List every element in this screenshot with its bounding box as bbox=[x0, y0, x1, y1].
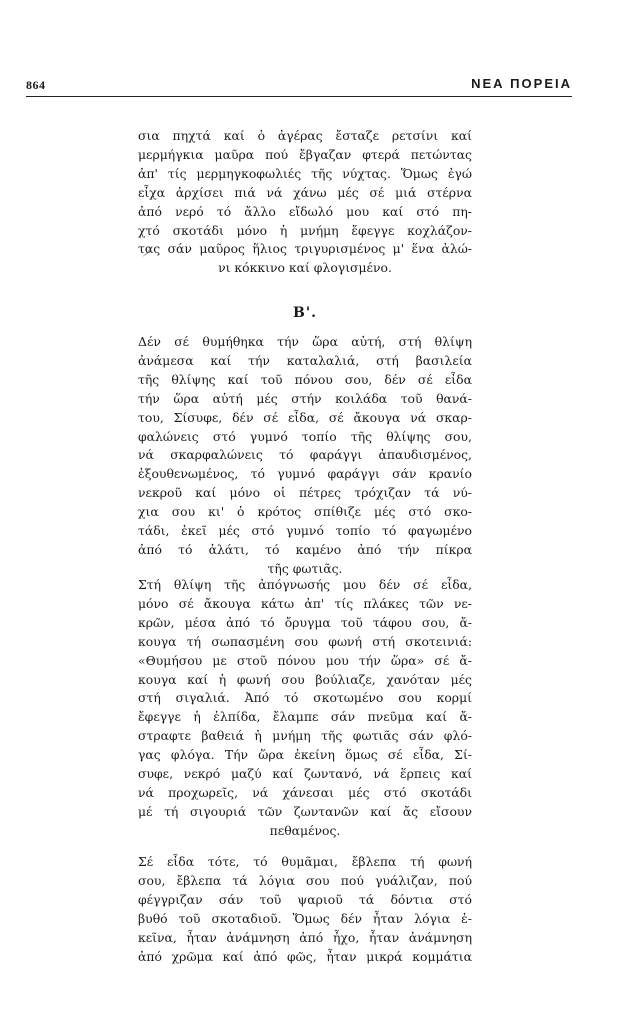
text-line: πεθαμένος. bbox=[269, 822, 341, 838]
text-line: ἀπό νερό τό ἄλλο εἴδωλό μου καί στό πη- bbox=[138, 203, 472, 219]
text-line: εἶχα ἀρχίσει πιά νά χάνω μές σέ μιά στέρνα bbox=[138, 184, 472, 200]
paragraph-3 bbox=[138, 576, 472, 841]
text-line: τῆς φωτιᾶς. bbox=[267, 560, 343, 576]
text-line: νά σκαρφαλώνεις τό φαράγγι ἀπαυδισμένος, bbox=[138, 447, 472, 463]
text-line: τάδι, ἐκεῖ μές στό γυμνό τοπίο τό φαγωμένο bbox=[138, 523, 472, 539]
ink-smudge-mark bbox=[141, 245, 155, 259]
text-line: χια σου κι' ὁ κρότος σπίθιζε μές στό σκο- bbox=[138, 504, 472, 520]
journal-title: ΝΕΑ ΠΟΡΕΙΑ bbox=[471, 76, 572, 91]
text-line: τῆς θλίψης καί τοῦ πόνου σου, δέν σέ εἶδα bbox=[138, 371, 472, 387]
text-line: στή σιγαλιά. Ἀπό τό σκοτωμένο σου κορμί bbox=[138, 690, 472, 706]
text-line: ἐξουθενωμένος, τό γυμνό φαράγγι σάν κρανίο bbox=[138, 466, 472, 482]
text-line: του, Σίσυφε, δέν σέ εἶδα, σέ ἄκουγα νά σκαρ- bbox=[138, 409, 472, 425]
text-line: τήν ὥρα αὐτή μές στήν κοιλάδα τοῦ θανά- bbox=[138, 390, 472, 406]
text-line: νι κόκκινο καί φλογισμένο. bbox=[218, 260, 392, 276]
section-heading: Β'. bbox=[293, 305, 317, 321]
text-line: σια πηχτά καί ὁ ἀγέρας ἔσταζε ρετσίνι καί bbox=[138, 128, 472, 143]
text-line: κουγα τή σωπασμένη σου φωνή στή σκοτεινιά: bbox=[138, 633, 472, 649]
text-line: φέγγριζαν σάν τοῦ ψαριοῦ τά δόντια στό bbox=[138, 891, 472, 907]
text-line: Στή θλίψη τῆς ἀπόγνωσής μου δέν σέ εἶδα, bbox=[138, 577, 472, 592]
text-line: ἀνάμεσα καί τήν καταλαλιά, στή βασιλεία bbox=[138, 352, 472, 368]
page-header bbox=[26, 76, 572, 100]
text-line: σου, ἔβλεπα τά λόγια σου πού γυάλιζαν, πού bbox=[138, 872, 472, 888]
text-line: ἀπό τό ἁλάτι, τό καμένο ἀπό τήν πίκρα bbox=[138, 541, 472, 557]
text-line: νεκροῦ καί μόνο οἱ πέτρες τρόχιζαν τά νύ- bbox=[138, 485, 472, 501]
text-line: τας σάν μαῦρος ἥλιος τριγυρισμένος μ' ἕνα ἁλώ- bbox=[138, 241, 472, 257]
text-line: ἔφεγγε ἡ ἐλπίδα, ἔλαμπε σάν πνεῦμα καί ἄ- bbox=[138, 709, 472, 725]
header-rule bbox=[26, 96, 572, 97]
text-line: ἀπό χρῶμα καί ἀπό φῶς, ἦταν μικρά κομμάτια bbox=[138, 948, 472, 964]
text-line: Δέν σέ θυμήθηκα τήν ὥρα αὐτή, στή θλίψη bbox=[138, 334, 472, 349]
paragraph-2 bbox=[138, 333, 472, 579]
text-line: συφε, νεκρό μαζύ καί ζωντανό, νά ἕρπεις καί bbox=[138, 766, 472, 782]
text-line: μερμήγκια μαῦρα πού ἔβγαζαν φτερά πετώντας bbox=[138, 146, 472, 162]
text-line: μόνο σέ ἄκουγα κάτω ἀπ' τίς πλάκες τῶν νε- bbox=[138, 595, 472, 611]
text-line: βυθό τοῦ σκοταδιοῦ. Ὅμως δέν ἦταν λόγια ἐ- bbox=[138, 910, 472, 926]
text-line: στραφτε βαθειά ἡ μνήμη τῆς φωτιᾶς σάν φλό- bbox=[138, 728, 472, 744]
text-line: κρῶν, μέσα ἀπό τό ὄρυγμα τοῦ τάφου σου, ἄ- bbox=[138, 614, 472, 630]
text-line: «Θυμήσου με στοῦ πόνου μου τήν ὥρα» σέ ἄ- bbox=[138, 652, 472, 668]
text-line: κουγα καί ἡ φωνή σου βούλιαζε, χανόταν μές bbox=[138, 671, 472, 687]
text-line: Σέ εἶδα τότε, τό θυμᾶμαι, ἔβλεπα τή φωνή bbox=[138, 854, 472, 869]
paragraph-4 bbox=[138, 853, 472, 966]
text-line: φαλώνεις στό γυμνό τοπίο τῆς θλίψης σου, bbox=[138, 428, 472, 444]
text-line: μέ τή σιγουριά τῶν ζωντανῶν καί ἄς εἴσουν bbox=[138, 803, 472, 819]
text-line: κεῖνα, ἦταν ἀνάμνηση ἀπό ἦχο, ἦταν ἀνάμνηση bbox=[138, 929, 472, 945]
text-line: χτό σκοτάδι μόνο ἡ μνήμη ἔφεγγε κοχλάζον- bbox=[138, 222, 472, 238]
page-number: 864 bbox=[26, 78, 46, 92]
text-line: ἀπ' τίς μερμηγκοφωλιές τῆς νύχτας. Ὅμως ἐγώ bbox=[138, 165, 472, 181]
text-line: νά προχωρεῖς, νά χάνεσαι μές στό σκοτάδι bbox=[138, 784, 472, 800]
text-line: γας φλόγα. Τήν ὥρα ἐκείνη ὅμως σέ εἶδα, Σί- bbox=[138, 747, 472, 763]
paragraph-1 bbox=[138, 127, 472, 278]
